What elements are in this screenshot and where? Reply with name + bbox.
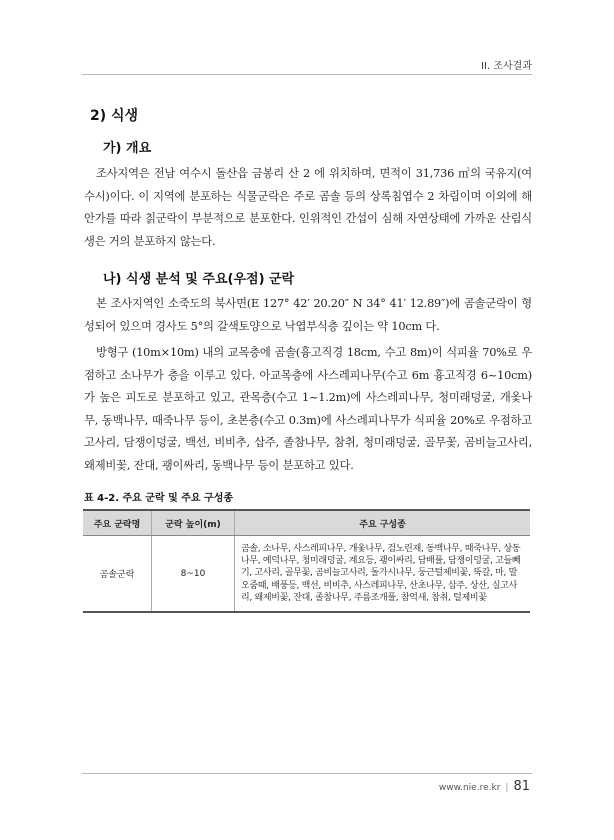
- header-species: 주요 구성종: [235, 510, 531, 536]
- footer-divider: [82, 773, 532, 774]
- footer-separator: |: [505, 783, 509, 793]
- cell-species: 곰솔, 소나무, 사스레피나무, 개옻나무, 검노린재, 동백나무, 때죽나무, 상동나무, 예덕나무, 청미래덩굴, 계요등, 괭이싸리, 담배풀, 담쟁이덩굴, 고들빼기, 고사리, 골무꽃, 곰비늘고사리, 돌가시나무, 둥근털제비꽃, 뚝갈, 마, 말오줌때, 배풍등, 백선, 비비추, 사스레피나무, 산초나무, 삽주, 상산, 실고사리, 왜제비꽃, 잔대, 졸참나무, 주름조개풀, 참억새, 참취, 털제비꽃: [235, 536, 531, 613]
- section-heading: 2) 식생: [90, 108, 139, 124]
- subsection-heading-analysis: 나) 식생 분석 및 주요(우점) 군락: [103, 272, 295, 287]
- table-header-row: [83, 510, 530, 536]
- cell-height: 8~10: [152, 536, 235, 613]
- header-divider: [82, 74, 532, 75]
- chapter-header: II. 조사결과: [481, 61, 532, 72]
- page-number: 81: [513, 779, 530, 794]
- analysis-paragraph-1: 본 조사지역인 소죽도의 북사면(E 127° 42′ 20.20″ N 34° 41′ 12.89″)에 곰솔군락이 형성되어 있으며 경사도 5°의 갈색토양으로 낙엽부식층 깊이는 약 10cm 다.: [84, 297, 532, 333]
- header-community: 주요 군락명: [83, 510, 152, 536]
- page-footer: [439, 779, 530, 794]
- subsection-heading-overview: 가) 개요: [103, 141, 152, 156]
- cell-community: 곰솔군락: [83, 536, 152, 613]
- overview-paragraph: 조사지역은 전남 여수시 돌산읍 금봉리 산 2 에 위치하며, 면적이 31,736 ㎡의 국유지(여수시)이다. 이 지역에 분포하는 식물군락은 주로 곰솔 등의 상록침엽수 2 차림이며 이외에 해안가를 따라 칡군락이 부분적으로 분포한다. 인위적인 간섭이 심해 자연상태에 가까운 산림식생은 거의 분포하지 않는다.: [84, 167, 532, 248]
- footer-url: www.nie.re.kr: [438, 783, 501, 793]
- analysis-paragraph-2: 방형구 (10m×10m) 내의 교목층에 곰솔(흉고직경 18cm, 수고 8m)이 식피율 70%로 우점하고 소나무가 층을 이루고 있다. 아교목층에 사스레피나무(수고 6m 흉고직경 6~10cm)가 높은 피도로 분포하고 있고, 관목층(수고 1~1.2m)에 사스레피나무, 청미래덩굴, 개옻나무, 동백나무, 때죽나무 등이, 초본층(수고 0.3m)에 사스레피나무가 식피율 20%로 우점하고 고사리, 담쟁이덩굴, 백선, 비비추, 삽주, 졸참나무, 참취, 청미래덩굴, 골무꽃, 곰비늘고사리, 왜제비꽃, 잔대, 괭이싸리, 동백나무 등이 분포하고 있다.: [84, 346, 532, 472]
- table-caption: 표 4-2. 주요 군락 및 주요 구성종: [84, 493, 234, 504]
- community-table: [83, 509, 530, 613]
- header-height: 군락 높이(m): [152, 510, 235, 536]
- table-row: [83, 536, 530, 613]
